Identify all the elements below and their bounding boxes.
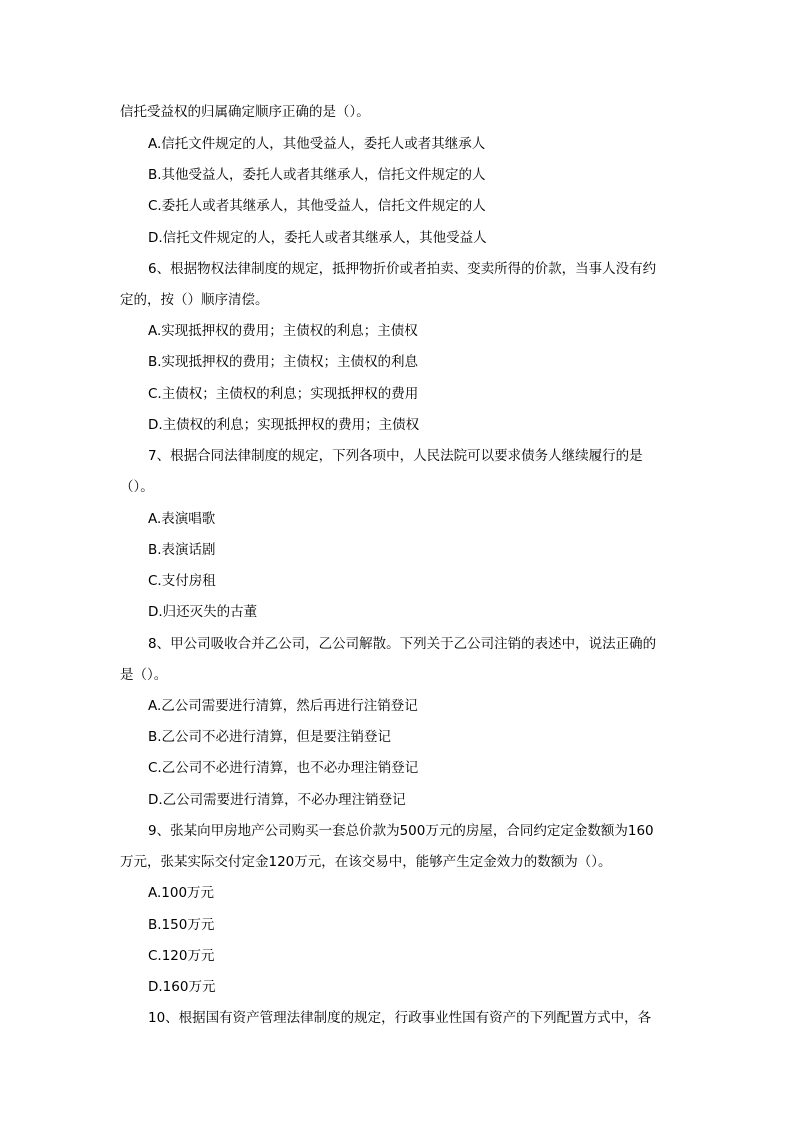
option-b: B.150万元	[148, 917, 215, 933]
option-a: A.信托文件规定的人，其他受益人，委托人或者其继承人	[148, 136, 486, 152]
option-a: A.100万元	[148, 885, 215, 901]
question-8-stem: 8、甲公司吸收合并乙公司，乙公司解散。下列关于乙公司注销的表述中，说法正确的	[148, 636, 657, 652]
option-d: D.160万元	[148, 979, 216, 995]
question-6-stem-continuation: 定的，按（）顺序清偿。	[120, 292, 269, 308]
option-c: C.乙公司不必进行清算，也不必办理注销登记	[148, 760, 419, 776]
question-9-stem: 9、张某向甲房地产公司购买一套总价款为500万元的房屋，合同约定定金数额为160	[148, 823, 654, 839]
option-b: B.实现抵押权的费用；主债权；主债权的利息	[148, 354, 419, 370]
option-b: B.其他受益人，委托人或者其继承人，信托文件规定的人	[148, 167, 486, 183]
question-8-stem-continuation: 是（）。	[120, 667, 168, 683]
option-a: A.乙公司需要进行清算，然后再进行注销登记	[148, 698, 418, 714]
option-d: D.归还灭失的古董	[148, 604, 258, 620]
option-c: C.120万元	[148, 948, 215, 964]
option-d: D.主债权的利息；实现抵押权的费用；主债权	[148, 417, 420, 433]
question-10-stem: 10、根据国有资产管理法律制度的规定，行政事业性国有资产的下列配置方式中，各	[148, 1010, 652, 1026]
question-stem-continuation: 信托受益权的归属确定顺序正确的是（）。	[120, 104, 370, 120]
option-d: D.乙公司需要进行清算，不必办理注销登记	[148, 792, 406, 808]
option-a: A.表演唱歌	[148, 511, 216, 527]
question-7-stem-continuation: （）。	[120, 479, 154, 495]
question-9-stem-continuation: 万元，张某实际交付定金120万元，在该交易中，能够产生定金效力的数额为（）。	[120, 854, 612, 870]
option-b: B.乙公司不必进行清算，但是要注销登记	[148, 729, 392, 745]
option-c: C.支付房租	[148, 573, 216, 589]
option-a: A.实现抵押权的费用；主债权的利息；主债权	[148, 323, 418, 339]
option-b: B.表演话剧	[148, 542, 216, 558]
question-6-stem: 6、根据物权法律制度的规定，抵押物折价或者拍卖、变卖所得的价款，当事人没有约	[148, 261, 657, 277]
option-d: D.信托文件规定的人，委托人或者其继承人，其他受益人	[148, 230, 487, 246]
option-c: C.委托人或者其继承人，其他受益人，信托文件规定的人	[148, 198, 486, 214]
question-7-stem: 7、根据合同法律制度的规定，下列各项中，人民法院可以要求债务人继续履行的是	[148, 448, 643, 464]
option-c: C.主债权；主债权的利息；实现抵押权的费用	[148, 386, 419, 402]
